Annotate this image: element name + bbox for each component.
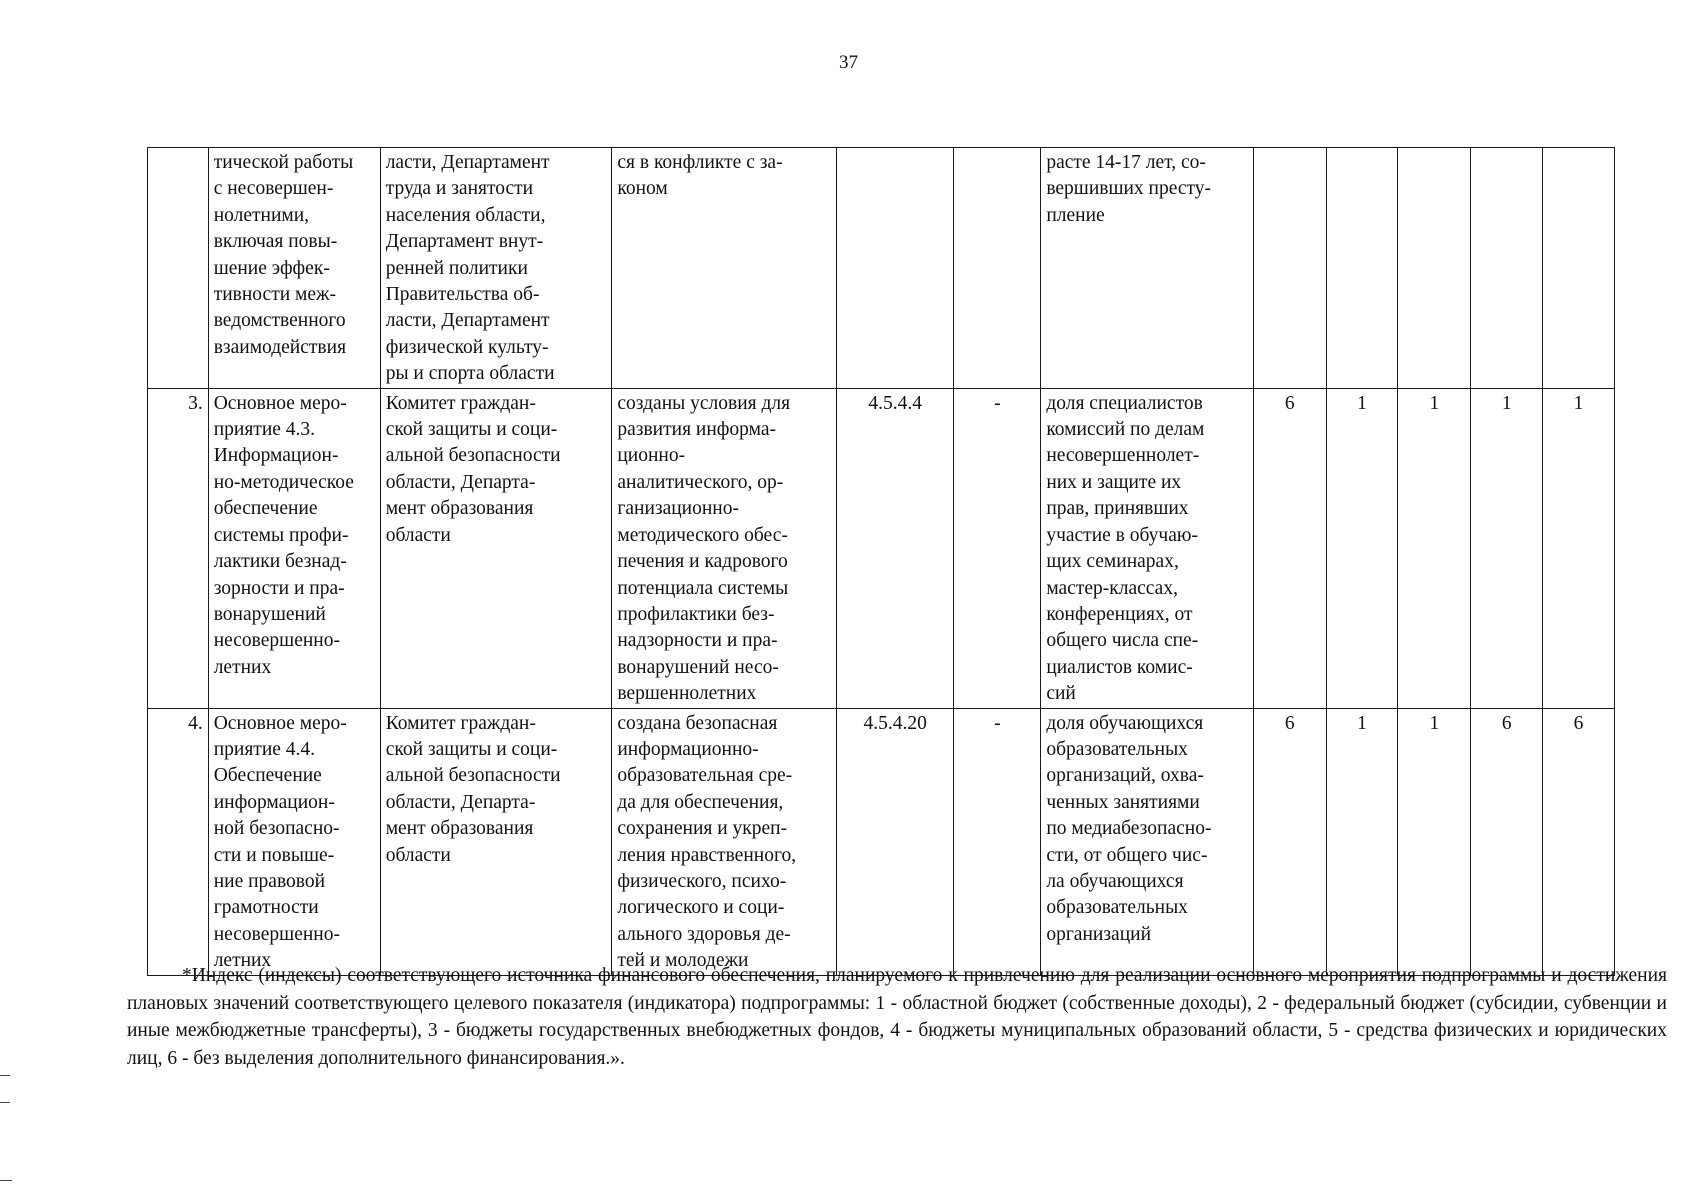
value-cell: 6	[1543, 708, 1615, 975]
value-cell	[1543, 148, 1615, 389]
funding-source-footnote: *Индекс (индексы) соответствующего источника финансового обеспечения, планируемого к привлечению для реализации основного мероприятия подпрограммы и достижения плановых значений соответствующего целевого показателя (индикатора) подпрограммы: 1 - областной бюджет (собственные доходы), 2 - федеральный бюджет (субсидии, субвенции и иные межбюджетные трансферты), 3 - бюджеты государственных внебюджетных фондов, 4 - бюджеты муниципальных образований области, 5 - средства физических и юридических лиц, 6 - без выделения дополнительного финансирования.».	[127, 965, 1667, 1069]
expected-result-cell: создана безопасная информационно- образовательная сре- да для обеспечения, сохранения и укреп- ления нравственного, физического, психо- логического и соци- ального здоровья де- тей и молодежи	[612, 708, 837, 975]
value-cell: 1	[1471, 388, 1543, 708]
funding-source-cell: -	[954, 388, 1041, 708]
event-name-cell: Основное меро- приятие 4.3. Информацион- но-методическое обеспечение системы профи- лактики безнад- зорности и пра- вонарушений несовершенно- летних	[208, 388, 380, 708]
budget-index-cell: 4.5.4.20	[836, 708, 953, 975]
row-number: 4.	[148, 708, 209, 975]
program-activities-table	[147, 147, 1615, 976]
executors-cell: Комитет граждан- ской защиты и соци- альной безопасности области, Департа- мент образования области	[380, 708, 612, 975]
indicator-cell: доля обучающихся образовательных организаций, охва- ченных занятиями по медиабезопасно- сти, от общего чис- ла обучающихся образовательных организаций	[1041, 708, 1253, 975]
indicator-cell: расте 14-17 лет, со- вершивших престу- пление	[1041, 148, 1253, 389]
value-cell: 1	[1543, 388, 1615, 708]
funding-source-cell: -	[954, 708, 1041, 975]
value-cell: 6	[1253, 708, 1326, 975]
event-name-cell: Основное меро- приятие 4.4. Обеспечение информацион- ной безопасно- сти и повыше- ние правовой грамотности несовершенно- летних	[208, 708, 380, 975]
value-cell	[1326, 148, 1398, 389]
expected-result-cell: ся в конфликте с за- коном	[612, 148, 837, 389]
value-cell	[1398, 148, 1471, 389]
scan-margin-tick	[0, 1180, 12, 1181]
row-number	[148, 148, 209, 389]
expected-result-cell: созданы условия для развития информа- ционно- аналитического, ор- ганизационно- методического обес- печения и кадрового потенциала системы профилактики без- надзорности и пра- вонарушений несо- вершеннолетних	[612, 388, 837, 708]
value-cell: 1	[1326, 388, 1398, 708]
row-number: 3.	[148, 388, 209, 708]
table-row	[148, 148, 1615, 389]
indicator-cell: доля специалистов комиссий по делам несовершеннолет- них и защите их прав, принявших участие в обучаю- щих семинарах, мастер-классах, конференциях, от общего числа спе- циалистов комис- сий	[1041, 388, 1253, 708]
value-cell: 1	[1398, 388, 1471, 708]
value-cell: 1	[1398, 708, 1471, 975]
executors-cell: Комитет граждан- ской защиты и соци- альной безопасности области, Департа- мент образования области	[380, 388, 612, 708]
page-number: 37	[839, 52, 858, 73]
value-cell: 6	[1253, 388, 1326, 708]
value-cell	[1471, 148, 1543, 389]
value-cell	[1253, 148, 1326, 389]
budget-index-cell	[836, 148, 953, 389]
event-name-cell: тической работы с несовершен- нолетними, включая повы- шение эффек- тивности меж- ведомственного взаимодействия	[208, 148, 380, 389]
table-row	[148, 388, 1615, 708]
value-cell: 6	[1471, 708, 1543, 975]
scan-margin-mark	[0, 1075, 10, 1103]
executors-cell: ласти, Департамент труда и занятости населения области, Департамент внут- ренней политики Правительства об- ласти, Департамент физической культу- ры и спорта области	[380, 148, 612, 389]
value-cell: 1	[1326, 708, 1398, 975]
table-row	[148, 708, 1615, 975]
budget-index-cell: 4.5.4.4	[836, 388, 953, 708]
funding-source-cell	[954, 148, 1041, 389]
